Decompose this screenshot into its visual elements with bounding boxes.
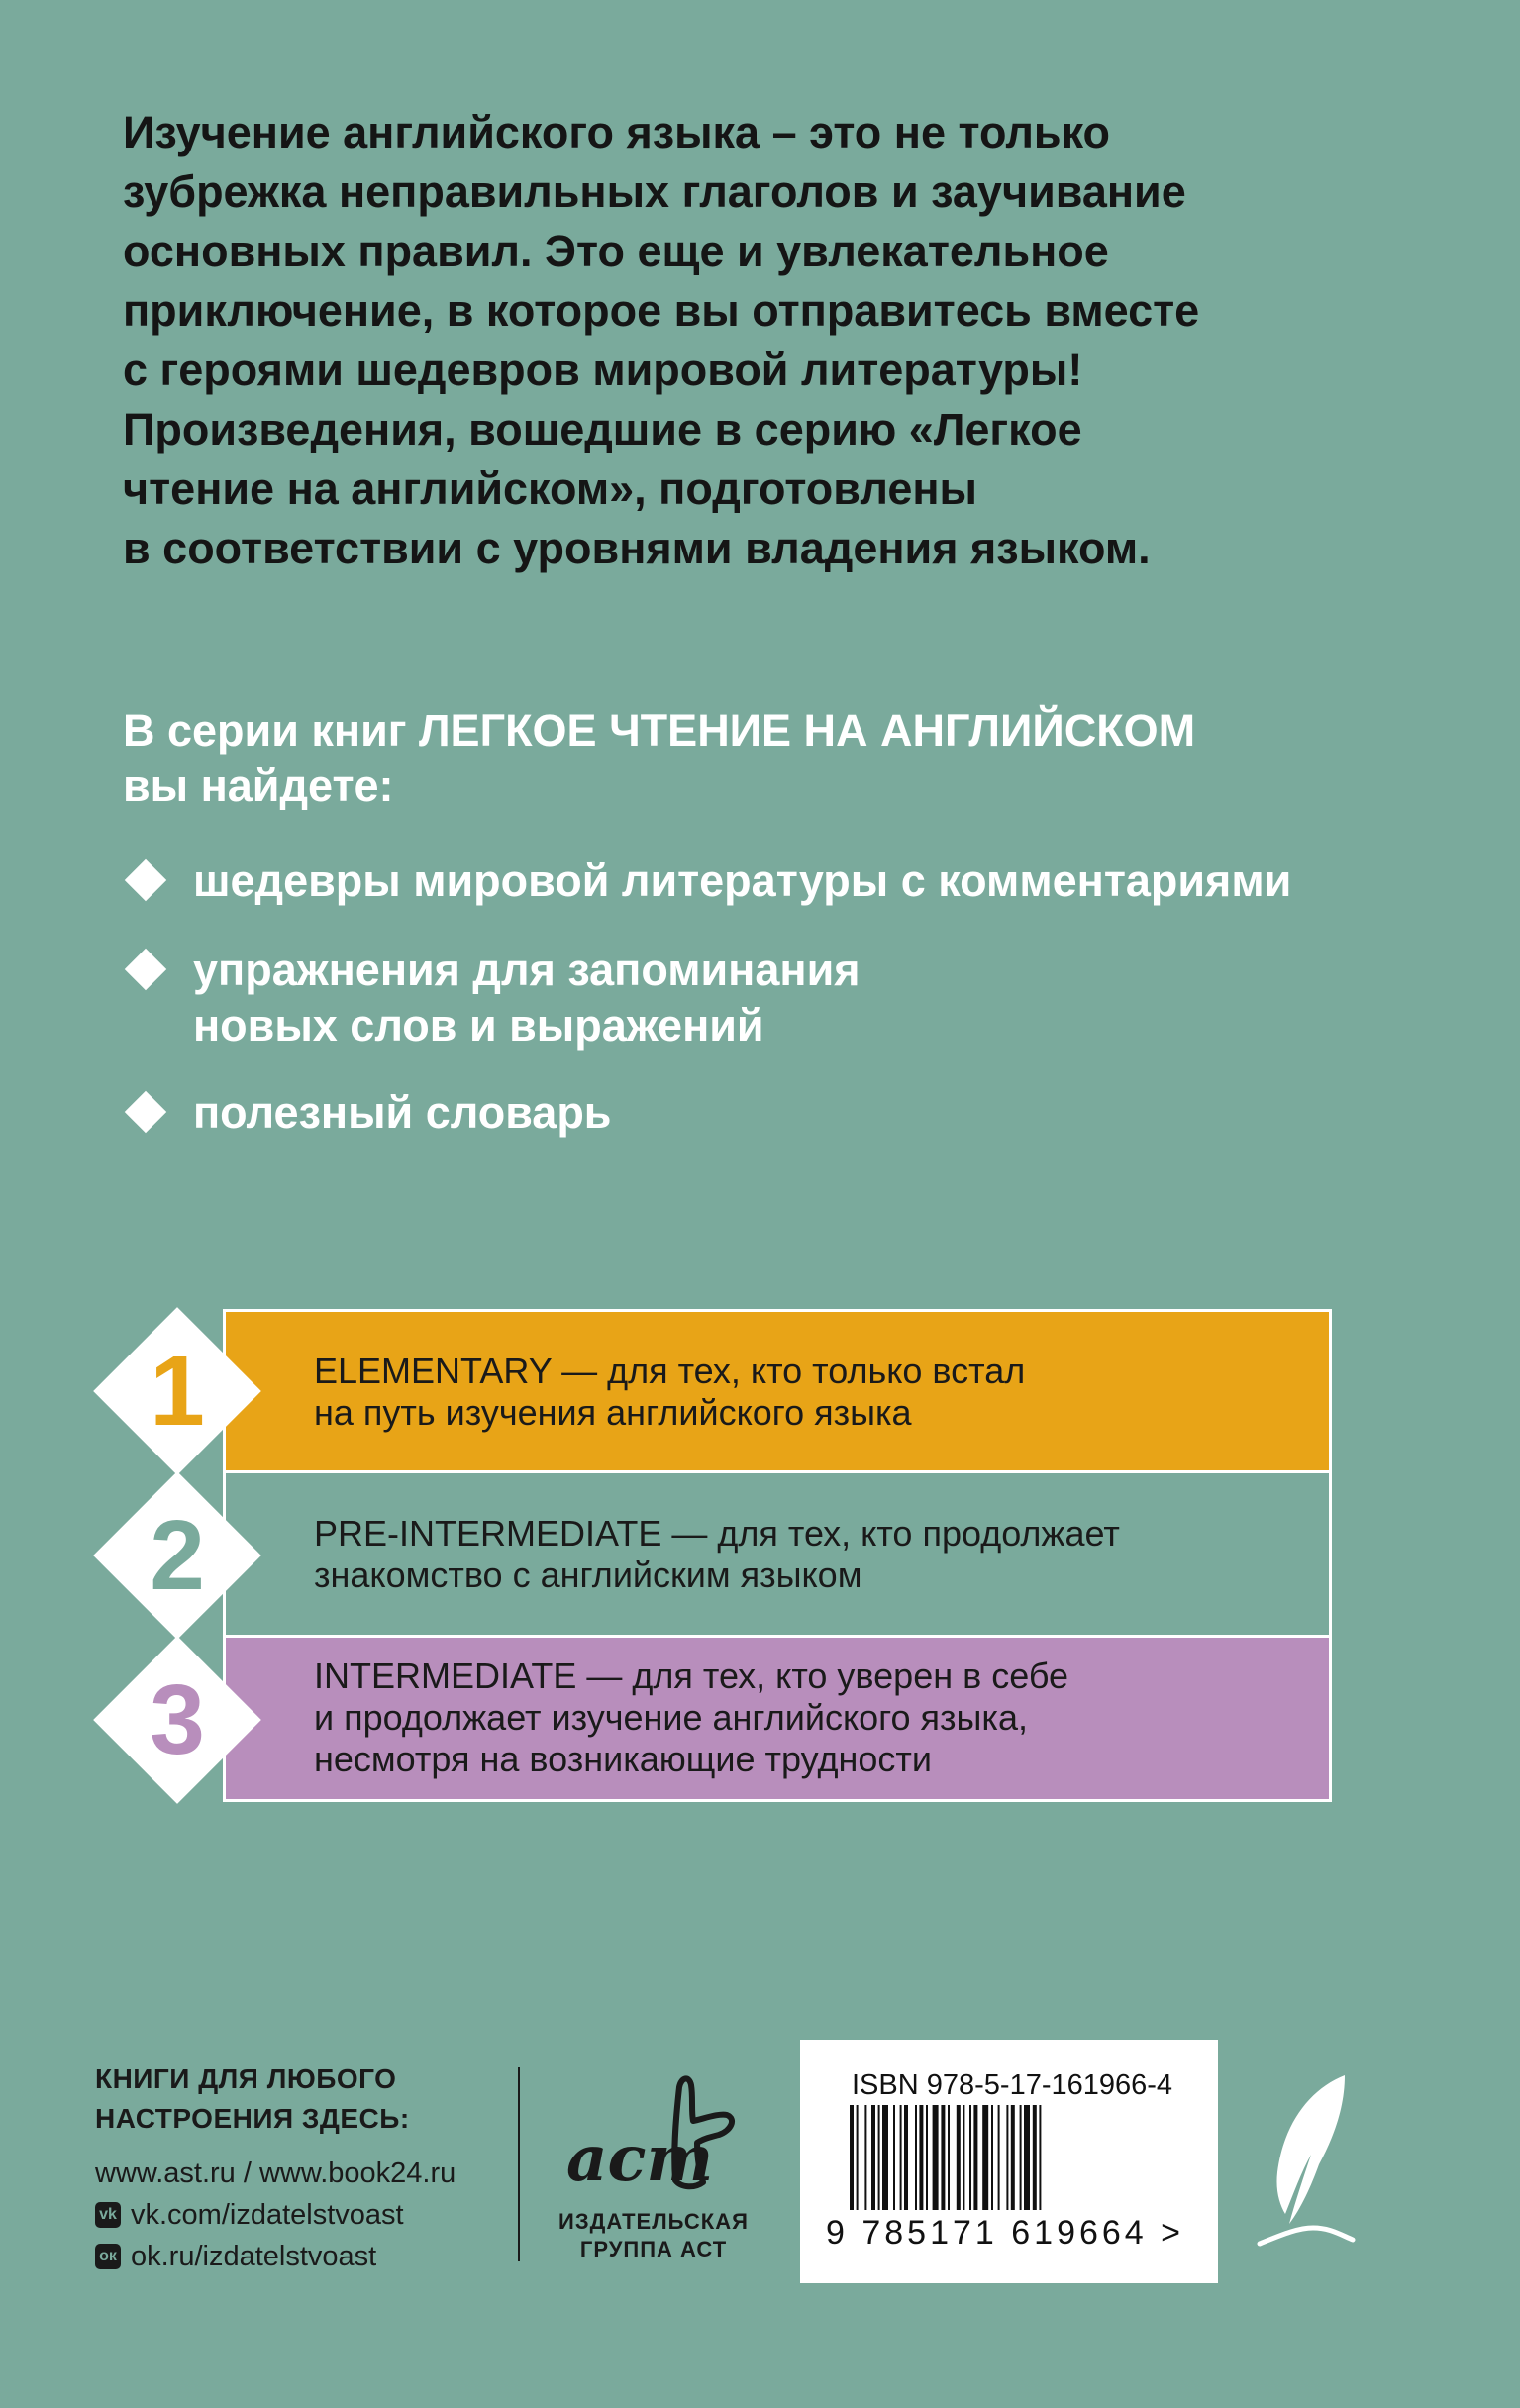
intro-line: зубрежка неправильных глаголов и заучивание (123, 166, 1186, 217)
barcode-bar (1006, 2105, 1008, 2210)
barcode-bar (864, 2105, 866, 2210)
barcode-bar (882, 2105, 888, 2210)
contact-links (95, 2153, 521, 2277)
level-intermediate (104, 1638, 1332, 1802)
level-number: 1 (150, 1336, 205, 1447)
level-description-line: и продолжает изучение английского языка, (314, 1697, 1028, 1738)
series-heading (123, 703, 1410, 814)
vk-text[interactable]: vk.com/izdatelstvoast (131, 2199, 404, 2231)
barcode-bar (893, 2105, 895, 2210)
ok-icon: ок (95, 2244, 121, 2269)
feature-text (193, 1085, 611, 1141)
barcode-bar (926, 2105, 928, 2210)
diamond-bullet-icon (125, 1091, 166, 1133)
barcode-bar (963, 2105, 964, 2210)
barcode-bar (871, 2105, 875, 2210)
feature-line: новых слов и выражений (193, 1000, 764, 1051)
diamond-bullet-icon (125, 949, 166, 990)
intro-line: Произведения, вошедшие в серию «Легкое (123, 404, 1082, 454)
level-elementary (104, 1309, 1332, 1473)
series-heading-line: вы найдете: (123, 760, 394, 811)
level-description-line: знакомство с английским языком (314, 1555, 862, 1595)
ast-logo-text: аст (566, 2122, 714, 2196)
level-description (314, 1513, 1120, 1596)
barcode-bar (957, 2105, 961, 2210)
feature-text (193, 853, 1291, 909)
level-description-line: на путь изучения английского языка (314, 1392, 912, 1433)
website-text[interactable]: www.ast.ru / www.book24.ru (95, 2157, 456, 2189)
intro-line: приключение, в которое вы отправитесь вместе (123, 285, 1200, 336)
series-heading-line: В серии книг ЛЕГКОЕ ЧТЕНИЕ НА АНГЛИЙСКОМ (123, 705, 1196, 755)
intro-line: основных правил. Это еще и увлекательное (123, 226, 1109, 276)
level-description-line: INTERMEDIATE — для тех, кто уверен в себе (314, 1656, 1069, 1696)
barcode-bar (878, 2105, 880, 2210)
barcode-icon (850, 2105, 1168, 2216)
barcode-bar (904, 2105, 908, 2210)
level-description-line: несмотря на возникающие трудности (314, 1739, 932, 1779)
feature-text (193, 943, 860, 1054)
barcode-bar (973, 2105, 977, 2210)
barcode-bar (919, 2105, 923, 2210)
intro-line: чтение на английском», подготовлены (123, 463, 977, 514)
intro-line: в соответствии с уровнями владения языком. (123, 523, 1151, 573)
barcode-bar (915, 2105, 917, 2210)
level-description-line: PRE-INTERMEDIATE — для тех, кто продолжает (314, 1513, 1120, 1554)
feature-line: упражнения для запоминания (193, 945, 861, 995)
books-cta-line: НАСТРОЕНИЯ ЗДЕСЬ: (95, 2103, 410, 2134)
diamond-bullet-icon (125, 859, 166, 901)
level-table (104, 1309, 1332, 1804)
vk-link[interactable] (95, 2194, 521, 2236)
level-pre-intermediate (104, 1473, 1332, 1638)
barcode-bar (1020, 2105, 1022, 2210)
ok-link[interactable] (95, 2236, 521, 2277)
barcode-bar (948, 2105, 950, 2210)
publisher-logo (555, 2063, 753, 2271)
level-description (314, 1656, 1068, 1780)
barcode-bar (982, 2105, 988, 2210)
books-cta-line: КНИГИ ДЛЯ ЛЮБОГО (95, 2063, 397, 2094)
level-description (314, 1351, 1025, 1434)
barcode-bar (998, 2105, 1000, 2210)
books-cta (95, 2059, 521, 2139)
barcode-bar (857, 2105, 859, 2210)
website-link[interactable] (95, 2153, 521, 2194)
intro-paragraph (123, 103, 1410, 578)
barcode-bar (991, 2105, 993, 2210)
barcode-bar (933, 2105, 939, 2210)
barcode-bar (900, 2105, 902, 2210)
publisher-label-line: ИЗДАТЕЛЬСКАЯ (558, 2209, 749, 2234)
barcode-bar (1039, 2105, 1041, 2210)
feature-line: полезный словарь (193, 1087, 612, 1138)
barcode-bar (850, 2105, 854, 2210)
barcode-bar (941, 2105, 945, 2210)
ast-logo-icon (564, 2063, 743, 2202)
footer-divider (518, 2067, 520, 2261)
publisher-label (555, 2208, 753, 2263)
level-number: 3 (150, 1664, 205, 1775)
feature-line: шедевры мировой литературы с комментариями (193, 855, 1292, 906)
contact-block (95, 2059, 521, 2277)
barcode-bar (1011, 2105, 1015, 2210)
barcode-digits: 9 785171 619664 > (826, 2214, 1185, 2252)
level-number: 2 (150, 1500, 205, 1611)
level-description-line: ELEMENTARY — для тех, кто только встал (314, 1351, 1026, 1391)
vk-icon: vk (95, 2202, 121, 2228)
barcode-bar (1024, 2105, 1030, 2210)
isbn-number: ISBN 978-5-17-161966-4 (852, 2069, 1173, 2101)
feather-logo-icon (1250, 2069, 1359, 2258)
isbn-barcode (800, 2040, 1218, 2283)
intro-line: Изучение английского языка – это не только (123, 107, 1110, 157)
ok-text[interactable]: ok.ru/izdatelstvoast (131, 2241, 377, 2272)
intro-line: с героями шедевров мировой литературы! (123, 345, 1083, 395)
barcode-bar (969, 2105, 971, 2210)
barcode-bar (1033, 2105, 1037, 2210)
publisher-label-line: ГРУППА АСТ (579, 2237, 728, 2261)
